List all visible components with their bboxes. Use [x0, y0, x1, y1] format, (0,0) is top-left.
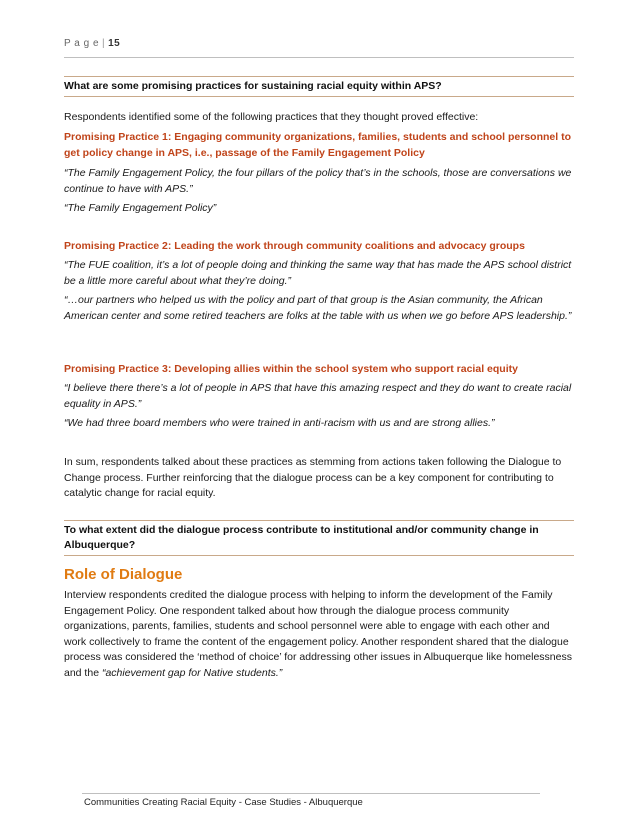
practice-2-title: Promising Practice 2: Leading the work through community coalitions and advocacy groups [64, 240, 525, 252]
practice-1-quote-2: “The Family Engagement Policy” [64, 202, 217, 214]
practice-1-title: Promising Practice 1: Engaging community organizations, families, students and school personnel to get policy change in APS, i.e., passage of the Family Engagement Policy [64, 131, 572, 159]
role-of-dialogue-quote: “achievement gap for Native students.” [101, 666, 283, 679]
role-of-dialogue-paragraph [64, 588, 574, 681]
practice-3-title: Promising Practice 3: Developing allies within the school system who support racial equity [64, 363, 518, 375]
page-label: P a g e [64, 38, 100, 49]
header-rule [64, 57, 574, 58]
page-number: 15 [108, 38, 121, 49]
section-question-promising-practices: What are some promising practices for sustaining racial equity within APS? [64, 76, 574, 97]
footer-rule [82, 793, 540, 794]
header-separator: | [102, 38, 106, 49]
section-question-dialogue-contribution: To what extent did the dialogue process contribute to institutional and/or community change in Albuquerque? [64, 520, 574, 556]
intro-paragraph: Respondents identified some of the following practices that they thought proved effective: [64, 111, 479, 123]
practice-3-quote-2: “We had three board members who were trained in anti-racism with us and are strong allies.” [64, 417, 495, 429]
role-of-dialogue-heading: Role of Dialogue [64, 566, 183, 583]
summary-paragraph: In sum, respondents talked about these practices as stemming from actions taken following the Dialogue to Change process. Further reinforcing that the dialogue process can be a key component for contributing to catalytic change for racial equity. [64, 456, 562, 499]
page-header [64, 38, 120, 49]
practice-1-quote-1: “The Family Engagement Policy, the four pillars of the policy that’s in the schools, those are conversations we continue to have with APS.” [64, 167, 572, 195]
practice-2-quote-1: “The FUE coalition, it’s a lot of people doing and thinking the same way that has made the APS school district be a little more careful about what they’re doing.” [64, 259, 572, 287]
practice-2-quote-2: “…our partners who helped us with the policy and part of that group is the Asian community, the African American center and some retired teachers are folks at the table with us when we go before APS leadership.” [64, 294, 572, 322]
practice-3-quote-1: “I believe there there’s a lot of people in APS that have this amazing respect and they do want to create racial equality in APS.” [64, 382, 572, 410]
role-of-dialogue-body: Interview respondents credited the dialogue process with helping to inform the development of the Family Engagement Policy. One respondent talked about how through the dialogue process community organizations, parents, families, students and school personnel were able to engage with each other and work collectively to frame the content of the engagement policy. Another respondent shared that the dialogue process was considered the ‘method of choice’ for addressing other issues in Albuquerque like homelessness and the [64, 589, 572, 679]
page-footer: Communities Creating Racial Equity - Case Studies - Albuquerque [84, 797, 363, 808]
